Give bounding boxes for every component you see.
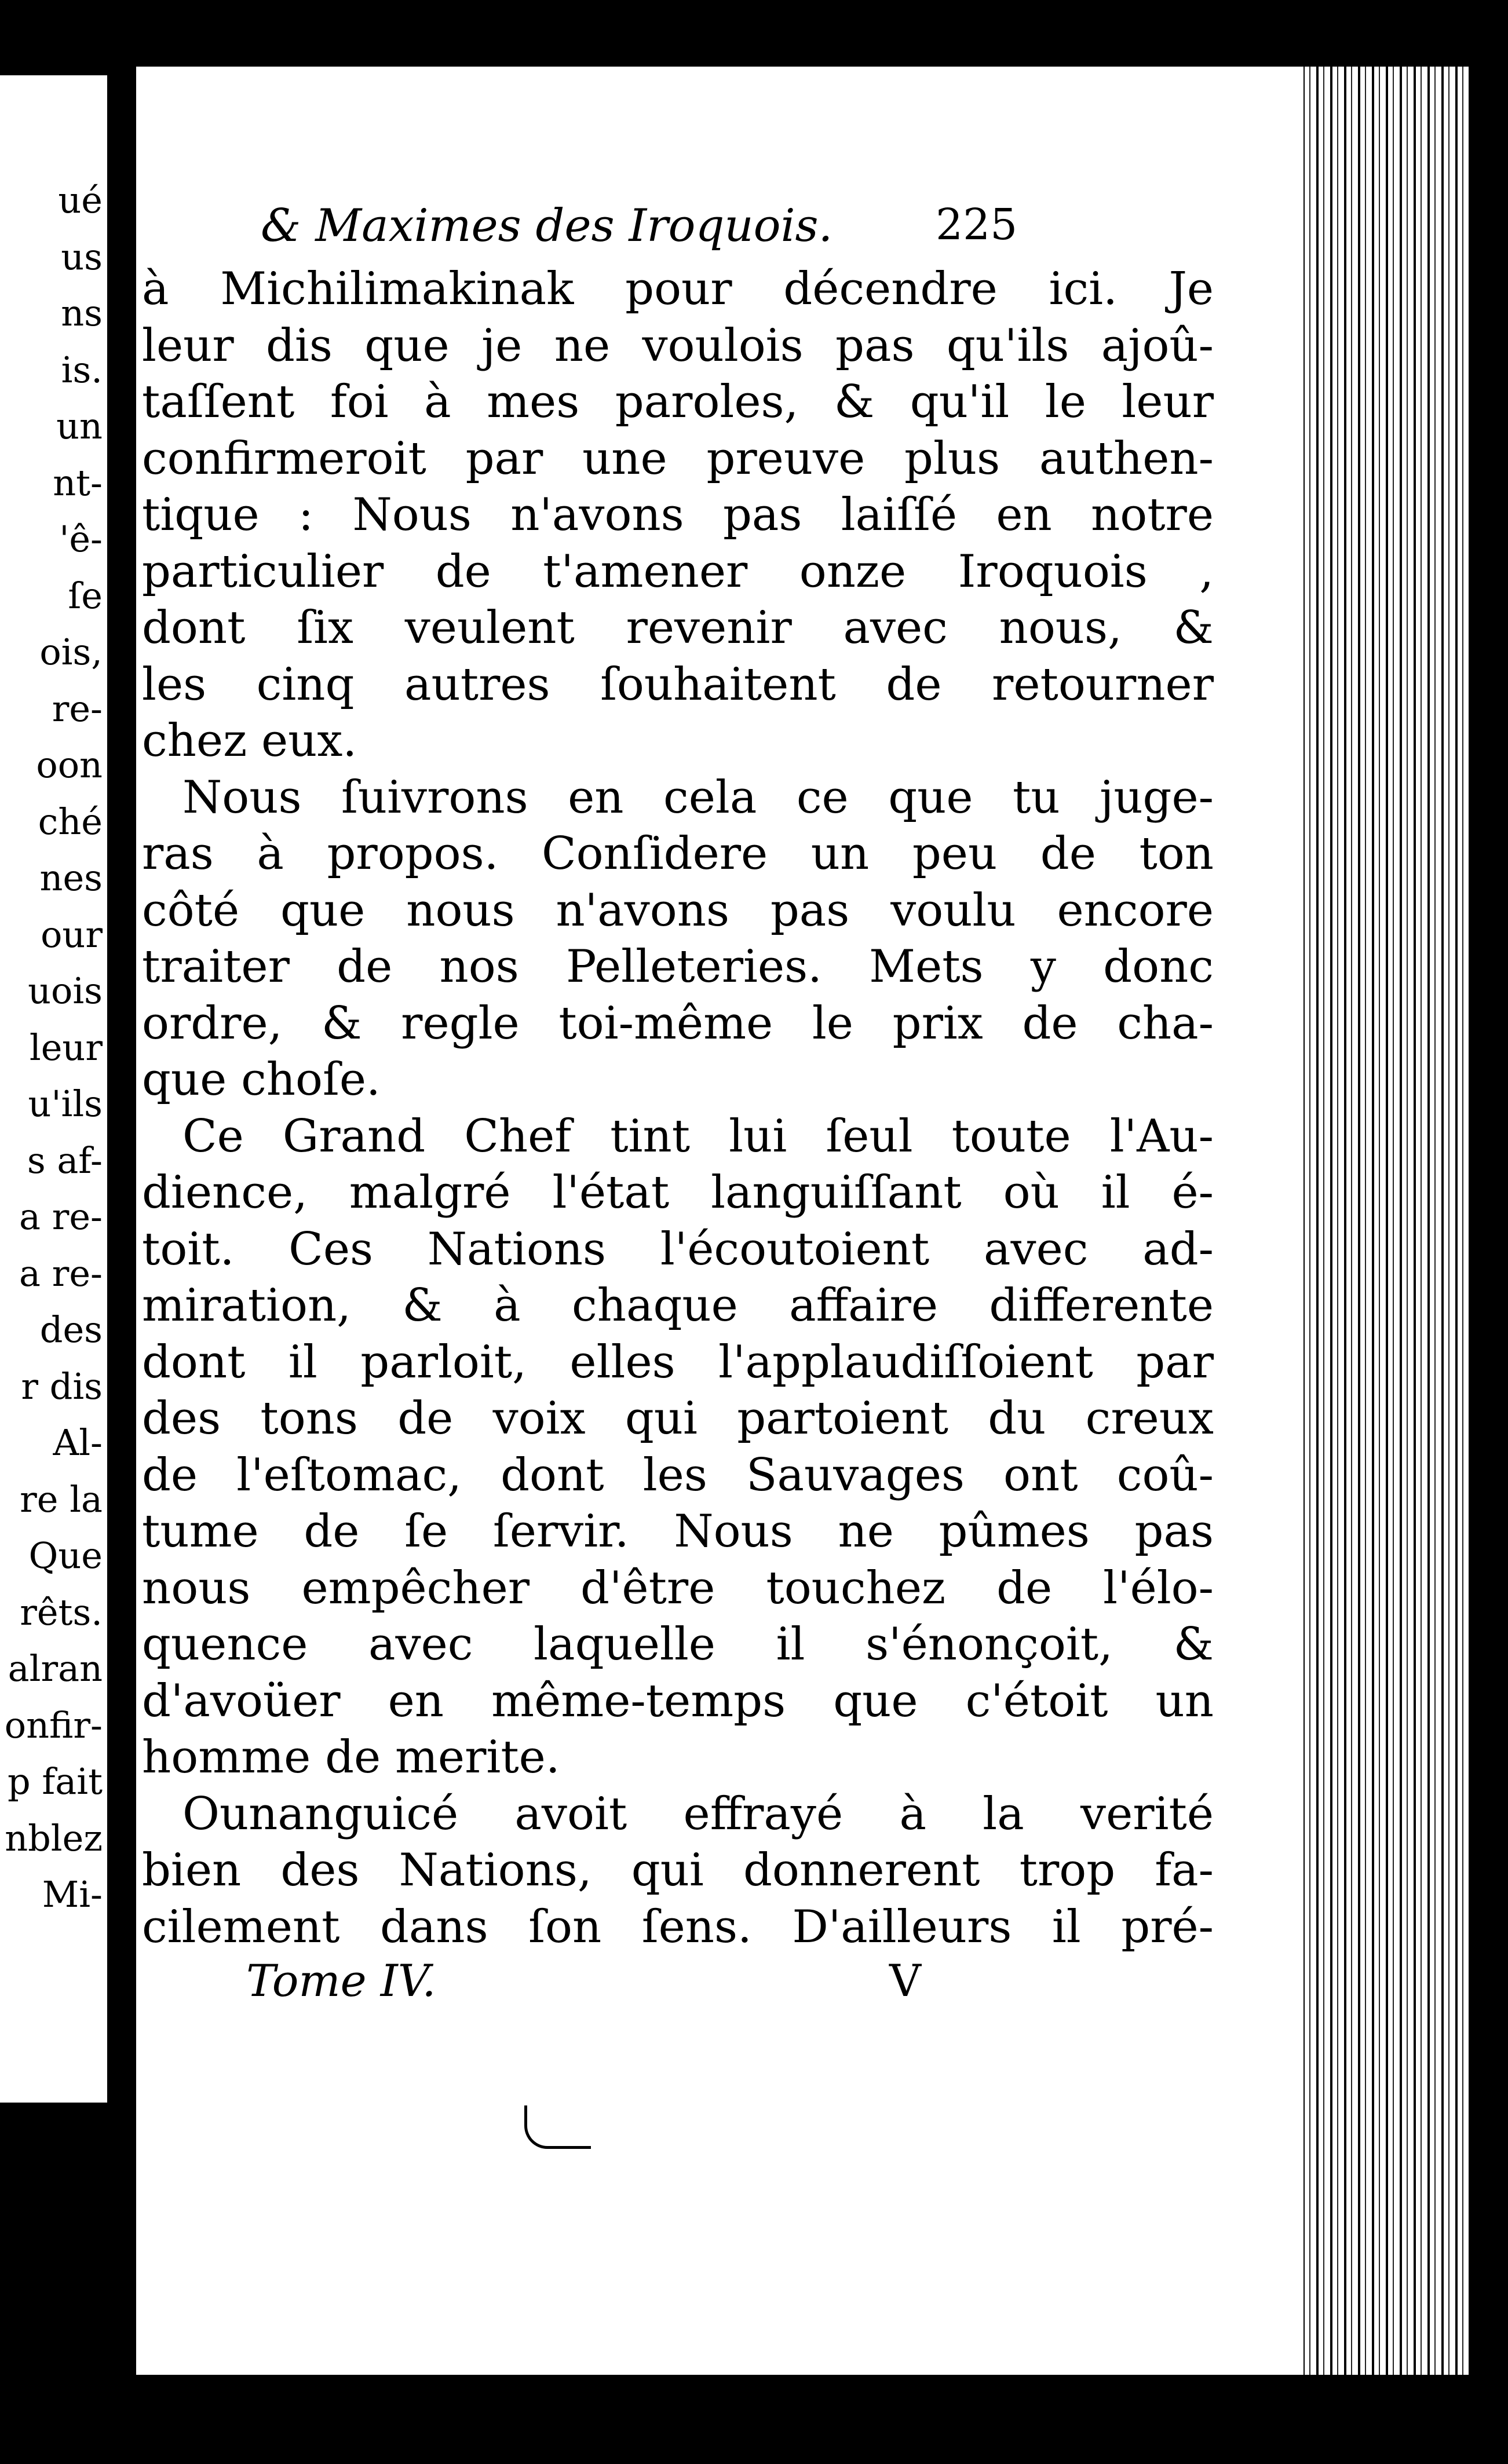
previous-page-line-end: a re- xyxy=(19,1252,103,1295)
volume-label: Tome IV. xyxy=(246,1955,436,2006)
text-line: Ounanguicé avoit effrayé à la verité xyxy=(182,1787,1214,1840)
previous-page-line-end: ois, xyxy=(39,631,103,673)
previous-page-line-end: is. xyxy=(61,348,103,391)
text-line: homme de merite. xyxy=(142,1731,560,1783)
text-line: ras à propos. Conſidere un peu de ton xyxy=(142,828,1214,880)
text-line: tique : Nous n'avons pas laiſſé en notre xyxy=(142,489,1214,541)
text-line: traiter de nos Pelleteries. Mets y donc xyxy=(142,941,1214,993)
previous-page-line-end: p fait xyxy=(7,1760,103,1803)
previous-page-line-end: nt- xyxy=(53,461,103,504)
previous-page-line-end: un xyxy=(56,405,103,447)
previous-page-line-end: nblez xyxy=(5,1816,103,1859)
page-number: 225 xyxy=(936,200,1018,250)
text-line: dont il parloit, elles l'applaudiſſoient par xyxy=(142,1336,1214,1388)
page-footer xyxy=(136,1955,1269,2013)
handwritten-mark xyxy=(524,2105,591,2149)
previous-page-line-end: our xyxy=(41,913,103,956)
previous-page-line-end: ns xyxy=(61,292,103,334)
book-gutter xyxy=(107,75,136,2103)
previous-page-line-end: re- xyxy=(52,687,103,730)
running-title: & Maximes des Iroquois. xyxy=(261,200,833,252)
previous-page-line-end: Al- xyxy=(53,1421,103,1464)
previous-page-line-end: Que xyxy=(28,1534,103,1577)
text-line: dont ſix veulent revenir avec nous, & xyxy=(142,602,1214,654)
previous-page-line-end: re la xyxy=(20,1478,103,1520)
previous-page-line-end: r dis xyxy=(21,1365,103,1408)
text-line: d'avoüer en même-temps que c'étoit un xyxy=(142,1675,1214,1727)
previous-page-line-end: s af- xyxy=(27,1139,103,1182)
previous-page-line-end: us xyxy=(61,235,103,278)
previous-page-line-end: ué xyxy=(58,179,103,221)
previous-page-line-end: oon xyxy=(36,744,103,786)
text-line: nous empêcher d'être touchez de l'élo- xyxy=(142,1562,1214,1614)
text-line: ordre, & regle toi-même le prix de cha- xyxy=(142,997,1214,1050)
previous-page-line-end: u'ils xyxy=(28,1083,103,1125)
text-line: toit. Ces Nations l'écoutoient avec ad- xyxy=(142,1223,1214,1275)
previous-page-fragment xyxy=(0,75,107,2103)
text-line: leur dis que je ne voulois pas qu'ils ajoû- xyxy=(142,319,1214,372)
text-line: quence avec laquelle il s'énonçoit, & xyxy=(142,1618,1214,1670)
text-line: de l'eſtomac, dont les Sauvages ont coû- xyxy=(142,1449,1214,1501)
previous-page-line-end: onfir- xyxy=(4,1703,103,1746)
signature-mark: V xyxy=(889,1955,921,2006)
previous-page-line-end: uois xyxy=(28,970,103,1012)
text-line: à Michilimakinak pour décendre ici. Je xyxy=(142,263,1214,315)
previous-page-line-end: nes xyxy=(39,857,103,899)
text-line: dience, malgré l'état languiſſant où il é- xyxy=(142,1167,1214,1219)
text-line: Ce Grand Chef tint lui ſeul toute l'Au- xyxy=(182,1110,1214,1162)
previous-page-line-end: leur xyxy=(29,1026,103,1069)
text-line: taſſent foi à mes paroles, & qu'il le leur xyxy=(142,376,1214,428)
text-line: les cinq autres ſouhaitent de retourner xyxy=(142,658,1214,711)
previous-page-line-end: rêts. xyxy=(20,1591,103,1633)
previous-page-line-end: a re- xyxy=(19,1196,103,1238)
book-page xyxy=(136,67,1269,2375)
book-edge-margin xyxy=(1269,67,1303,2375)
text-line: tume de ſe ſervir. Nous ne pûmes pas xyxy=(142,1505,1214,1558)
text-line: Nous ſuivrons en cela ce que tu juge- xyxy=(182,771,1214,824)
previous-page-line-end: ché xyxy=(38,800,103,843)
previous-page-line-end: ſe xyxy=(68,574,103,617)
previous-page-line-end: 'ê- xyxy=(59,518,103,560)
text-line: chez eux. xyxy=(142,715,357,767)
text-line: côté que nous n'avons pas voulu encore xyxy=(142,884,1214,937)
text-line: bien des Nations, qui donnerent trop fa- xyxy=(142,1844,1214,1896)
running-head xyxy=(136,200,1269,252)
text-line: confirmeroit par une preuve plus authen- xyxy=(142,432,1214,485)
text-line: miration, & à chaque affaire differente xyxy=(142,1279,1214,1332)
text-line: cilement dans ſon ſens. D'ailleurs il pré- xyxy=(142,1900,1214,1953)
text-line: que choſe. xyxy=(142,1054,381,1106)
previous-page-line-end: alran xyxy=(8,1647,103,1690)
previous-page-line-end: des xyxy=(39,1308,103,1351)
previous-page-line-end: Mi- xyxy=(42,1873,103,1915)
text-line: des tons de voix qui partoient du creux xyxy=(142,1392,1214,1445)
text-line: particulier de t'amener onze Iroquois , xyxy=(142,545,1214,598)
